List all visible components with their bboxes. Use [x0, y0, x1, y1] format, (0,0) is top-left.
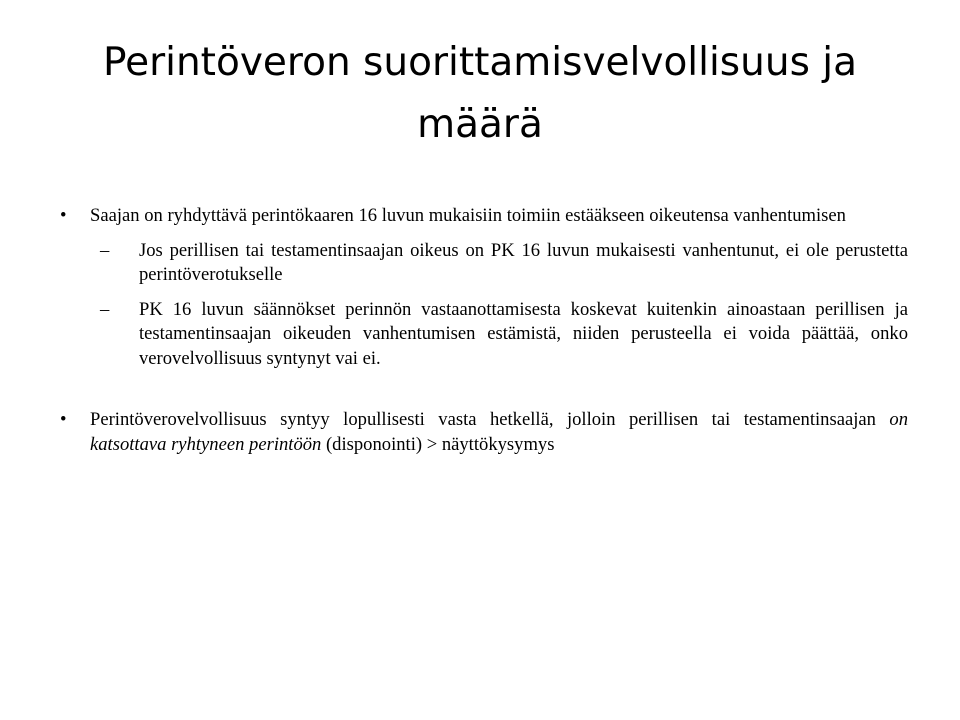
sub-bullet-text: PK 16 luvun säännökset perinnön vastaanottamisesta koskevat kuitenkin ainoastaan perillisen ja testamentinsaajan oikeuden vanhentumisen estämistä, niiden perusteella ei voida päättää, onko verovelvollisuus syntynyt vai ei.: [139, 298, 908, 369]
bullet-marker: •: [60, 205, 67, 226]
bullet-marker: •: [60, 409, 67, 430]
bullet-text: Saajan on ryhdyttävä perintökaaren 16 luvun mukaisiin toimiin estääkseen oikeutensa vanhentumisen: [90, 205, 846, 226]
sub-bullet-item: [60, 298, 908, 372]
sub-bullet-item: [60, 239, 908, 288]
sub-bullet-text: Jos perillisen tai testamentinsaajan oikeus on PK 16 luvun mukaisesti vanhentunut, ei ole perustetta perintöverotukselle: [139, 239, 908, 285]
bullet-item: [60, 408, 908, 457]
bullet-text-italic: on katsottava ryhtyneen perintöön: [90, 409, 908, 455]
bullet-text-end: (disponointi) > näyttökysymys: [321, 433, 555, 455]
bullet-item: [60, 204, 908, 229]
sub-bullet-marker: –: [100, 239, 110, 261]
sub-bullet-marker: –: [100, 298, 110, 320]
slide-content: [60, 204, 908, 457]
slide-title: Perintöveron suorittamisvelvollisuus ja määrä: [102, 40, 858, 147]
bullet-text-start: Perintöverovelvollisuus syntyy lopullisesti vasta hetkellä, jolloin perillisen tai testamentinsaajan: [90, 409, 890, 430]
